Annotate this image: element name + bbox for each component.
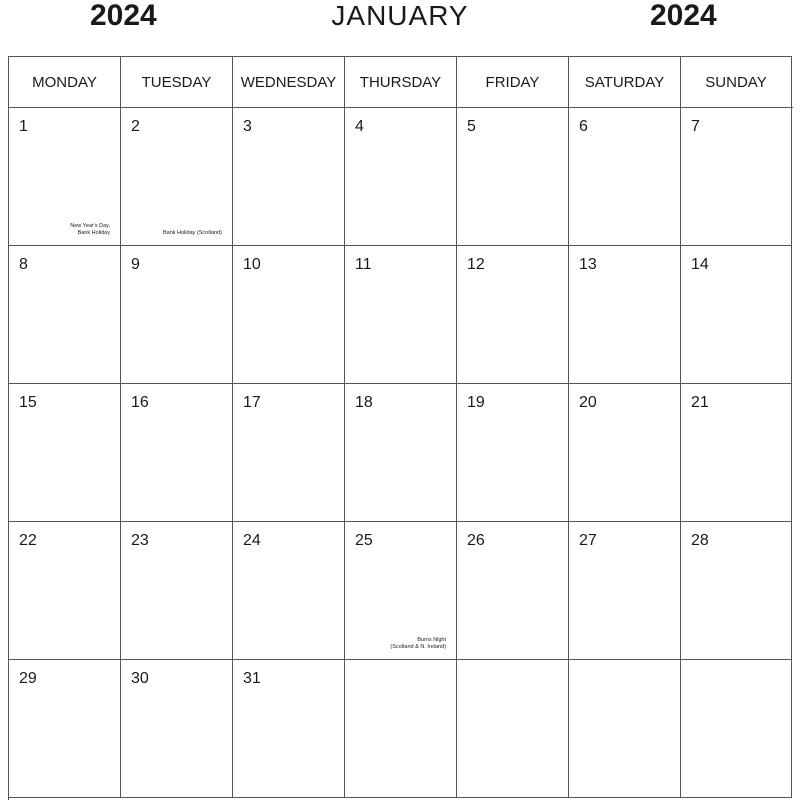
day-cell-20 (569, 384, 681, 522)
day-number: 26 (467, 532, 485, 549)
day-number: 21 (691, 394, 709, 411)
day-number: 17 (243, 394, 261, 411)
day-number: 6 (579, 118, 588, 135)
day-cell-4 (345, 108, 457, 246)
day-number: 18 (355, 394, 373, 411)
day-number: 15 (19, 394, 37, 411)
day-cell-2 (121, 108, 233, 246)
day-cell-18 (345, 384, 457, 522)
day-cell-9 (121, 246, 233, 384)
weekday-header-friday: FRIDAY (457, 57, 569, 107)
day-cell-3 (233, 108, 345, 246)
day-number: 20 (579, 394, 597, 411)
day-number: 14 (691, 256, 709, 273)
day-number: 29 (19, 670, 37, 687)
day-cell-8 (9, 246, 121, 384)
day-number: 25 (355, 532, 373, 549)
day-cell-19 (457, 384, 569, 522)
calendar-header (0, 0, 800, 56)
holiday-note-line: Bank Holiday (77, 230, 110, 236)
day-cell-25 (345, 522, 457, 660)
weekday-header-thursday: THURSDAY (345, 57, 457, 107)
day-number: 4 (355, 118, 364, 135)
day-cell-21 (681, 384, 792, 522)
day-number: 10 (243, 256, 261, 273)
day-cell-27 (569, 522, 681, 660)
day-cell-24 (233, 522, 345, 660)
holiday-note-line: Burns Night (417, 637, 446, 643)
day-cell-11 (345, 246, 457, 384)
calendar-grid (8, 56, 792, 800)
day-cell-26 (457, 522, 569, 660)
day-number: 5 (467, 118, 476, 135)
holiday-note-line: New Year's Day, (70, 223, 110, 229)
weekday-header-saturday: SATURDAY (569, 57, 681, 107)
holiday-note (390, 637, 446, 651)
weekday-header-row (9, 57, 793, 108)
day-number: 13 (579, 256, 597, 273)
weekday-header-monday: MONDAY (9, 57, 121, 107)
day-cell-16 (121, 384, 233, 522)
day-number: 3 (243, 118, 252, 135)
day-number: 24 (243, 532, 261, 549)
day-cell-17 (233, 384, 345, 522)
day-cell-23 (121, 522, 233, 660)
day-number: 12 (467, 256, 485, 273)
year-label-right: 2024 (650, 0, 717, 32)
empty-day-cell (457, 660, 569, 798)
day-number: 27 (579, 532, 597, 549)
day-cell-29 (9, 660, 121, 798)
day-cell-13 (569, 246, 681, 384)
empty-day-cell (569, 660, 681, 798)
holiday-note-line: Bank Holiday (Scotland) (162, 230, 222, 236)
day-cell-15 (9, 384, 121, 522)
day-cell-22 (9, 522, 121, 660)
day-cell-28 (681, 522, 792, 660)
year-label-left: 2024 (90, 0, 157, 32)
day-cell-1 (9, 108, 121, 246)
holiday-note-line: (Scotland & N. Ireland) (390, 644, 446, 650)
month-title: JANUARY (331, 0, 469, 31)
day-cell-10 (233, 246, 345, 384)
day-number: 19 (467, 394, 485, 411)
day-number: 28 (691, 532, 709, 549)
day-number: 31 (243, 670, 261, 687)
holiday-note (163, 230, 222, 237)
weekday-header-tuesday: TUESDAY (121, 57, 233, 107)
day-cell-7 (681, 108, 792, 246)
day-number: 2 (131, 118, 140, 135)
day-cell-31 (233, 660, 345, 798)
day-number: 11 (355, 256, 372, 273)
day-number: 9 (131, 256, 140, 273)
day-number: 8 (19, 256, 28, 273)
day-number: 22 (19, 532, 37, 549)
day-cell-14 (681, 246, 792, 384)
holiday-note (70, 223, 110, 237)
day-number: 23 (131, 532, 149, 549)
day-number: 16 (131, 394, 149, 411)
weekday-header-sunday: SUNDAY (681, 57, 792, 107)
day-cell-30 (121, 660, 233, 798)
empty-day-cell (345, 660, 457, 798)
day-cell-5 (457, 108, 569, 246)
empty-day-cell (681, 660, 792, 798)
day-number: 1 (19, 118, 28, 135)
day-number: 7 (691, 118, 700, 135)
day-cell-6 (569, 108, 681, 246)
weekday-header-wednesday: WEDNESDAY (233, 57, 345, 107)
day-cell-12 (457, 246, 569, 384)
day-number: 30 (131, 670, 149, 687)
